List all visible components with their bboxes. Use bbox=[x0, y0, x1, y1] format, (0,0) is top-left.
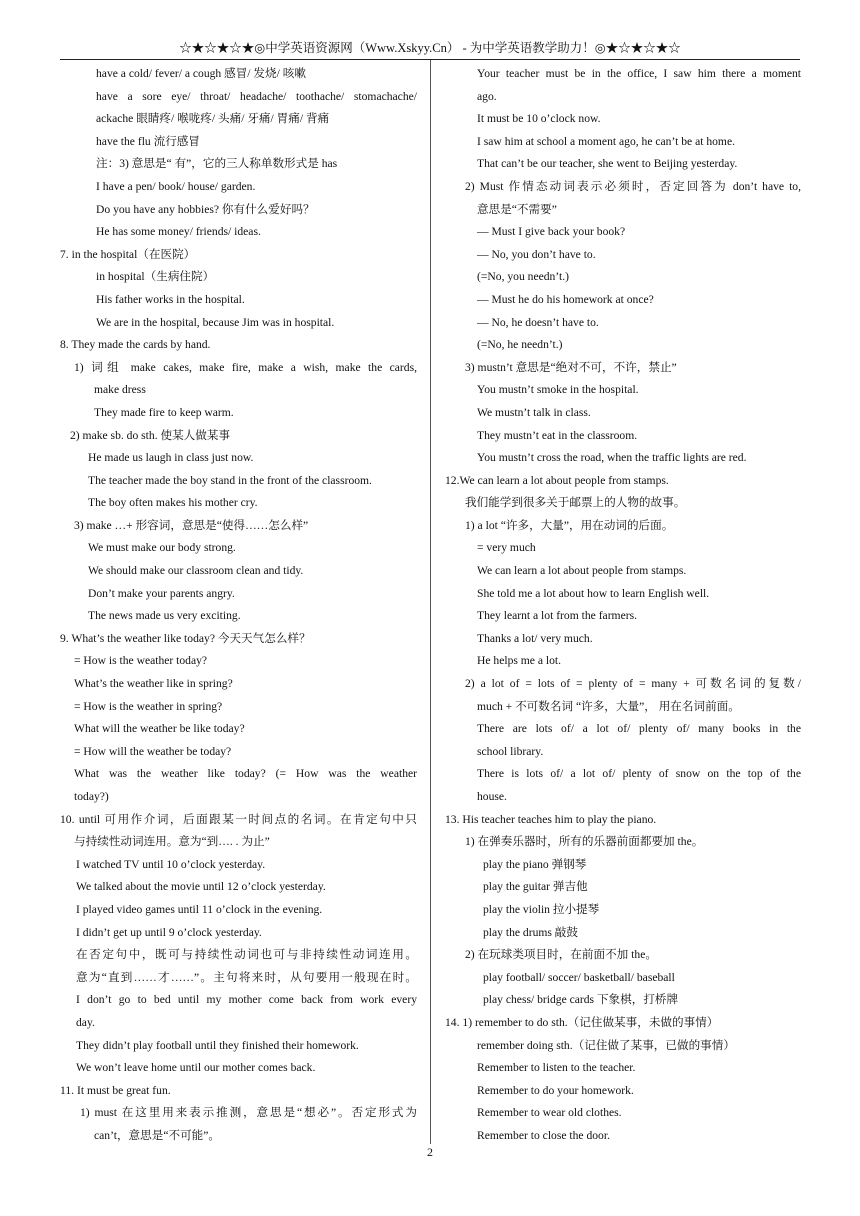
left-column-line: I played video games until 11 o’clock in the evening. bbox=[76, 902, 323, 916]
right-column-line: house. bbox=[477, 790, 507, 803]
left-column-line: The boy often makes his mother cry. bbox=[88, 496, 258, 510]
right-column-line: 意思是“不需要” bbox=[477, 202, 557, 216]
left-column-line: He has some money/ friends/ ideas. bbox=[96, 225, 261, 239]
left-column-line: = How is the weather today? bbox=[74, 654, 208, 668]
right-column-line: play the guitar 弹吉他 bbox=[483, 880, 588, 894]
right-column-line: 我们能学到很多关于邮票上的人物的故事。 bbox=[465, 496, 686, 510]
right-column-line: 1) 在弹奏乐器时，所有的乐器前面都要加 the。 bbox=[465, 835, 704, 849]
left-column-line: today?) bbox=[74, 790, 109, 803]
left-column-line: What will the weather be like today? bbox=[74, 722, 245, 736]
left-column-line: 3) make …+ 形容词，意思是“使得……怎么样” bbox=[74, 518, 309, 532]
left-column-line: 意为“直到……才……”。主句将来时，从句要用一般现在时。 bbox=[76, 970, 417, 984]
right-column-line: He helps me a lot. bbox=[477, 654, 562, 668]
page-header: ☆★☆★☆★◎中学英语资源网（Www.Xskyy.Cn） - 为中学英语教学助力！◎★☆★☆★☆ bbox=[179, 41, 681, 55]
right-column-line: She told me a lot about how to learn English well. bbox=[477, 586, 710, 600]
left-column-line: We won’t leave home until our mother comes back. bbox=[76, 1061, 316, 1075]
left-column-line: make dress bbox=[94, 383, 146, 397]
page-number: 2 bbox=[427, 1145, 433, 1159]
right-column-line: Remember to wear old clothes. bbox=[477, 1106, 622, 1120]
left-column-line: have a sore eye/ throat/ headache/ toothache/ stomachache/ bbox=[96, 89, 417, 103]
left-column-line: 10. until 可用作介词，后面跟某一时间点的名词。在肯定句中只 bbox=[60, 812, 417, 826]
left-column-line: They didn’t play football until they finished their homework. bbox=[76, 1038, 359, 1052]
left-column-line: We talked about the movie until 12 o’clock yesterday. bbox=[76, 880, 326, 894]
left-column-line: 在否定句中，既可与持续性动词也可与非持续性动词连用。 bbox=[76, 948, 417, 962]
right-column-line: They learnt a lot from the farmers. bbox=[477, 609, 637, 623]
right-column-line: (=No, you needn’t.) bbox=[477, 270, 569, 284]
left-column-line: 7. in the hospital（在医院） bbox=[60, 247, 196, 261]
right-column-line: I saw him at school a moment ago, he can’t be at home. bbox=[477, 134, 735, 148]
left-column-line: 2) make sb. do sth. 使某人做某事 bbox=[70, 428, 231, 442]
right-column-line: = very much bbox=[477, 541, 536, 555]
left-column-line: 1) must 在这里用来表示推测，意思是“想必”。否定形式为 bbox=[80, 1106, 417, 1120]
right-column-line: play football/ soccer/ basketball/ baseball bbox=[483, 970, 675, 984]
right-column-line: play the violin 拉小提琴 bbox=[483, 902, 600, 916]
right-column-line: It must be 10 o’clock now. bbox=[477, 112, 601, 126]
left-column-line: 1) 词组 make cakes, make fire, make a wish, make the cards, bbox=[74, 360, 417, 374]
right-column-line: play chess/ bridge cards 下象棋，打桥牌 bbox=[483, 993, 679, 1007]
left-column-line: 11. It must be great fun. bbox=[60, 1083, 171, 1097]
right-column-line: You mustn’t smoke in the hospital. bbox=[477, 383, 639, 397]
left-column-line: = How is the weather in spring? bbox=[74, 699, 223, 713]
right-column-line: ago. bbox=[477, 89, 497, 103]
right-column-line: 2) Must 作情态动词表示必须时，否定回答为 don’t have to, bbox=[465, 179, 801, 193]
left-column-line: I didn’t get up until 9 o’clock yesterday. bbox=[76, 925, 262, 939]
right-column-line: 1) a lot “许多，大量”，用在动词的后面。 bbox=[465, 518, 674, 532]
left-column-line: 注：3) 意思是“ 有”，它的三人称单数形式是 has bbox=[96, 157, 338, 171]
right-column-line: There is lots of/ a lot of/ plenty of snow on the top of the bbox=[477, 767, 801, 781]
left-column-line: in hospital（生病住院） bbox=[96, 270, 215, 284]
right-column-line: 14. 1) remember to do sth.（记住做某事，未做的事情） bbox=[445, 1015, 719, 1029]
left-column-line: What’s the weather like in spring? bbox=[74, 677, 233, 691]
left-column-line: can’t，意思是“不可能”。 bbox=[94, 1128, 221, 1142]
right-column-line: school library. bbox=[477, 744, 544, 758]
left-column-line: Do you have any hobbies? 你有什么爱好吗？ bbox=[96, 202, 315, 216]
left-column-line: 与持续性动词连用。意为“到…. . 为止” bbox=[74, 835, 270, 849]
right-column-line: (=No, he needn’t.) bbox=[477, 338, 563, 352]
left-column-line: = How will the weather be today? bbox=[74, 744, 232, 758]
right-column-line: We mustn’t talk in class. bbox=[477, 405, 591, 419]
left-column-line: ackache 眼睛疼/ 喉咙疼/ 头痛/ 牙痛/ 胃痛/ 背痛 bbox=[96, 112, 330, 126]
right-column-line: play the drums 敲鼓 bbox=[483, 925, 578, 939]
right-column-line: — Must I give back your book? bbox=[477, 225, 626, 239]
right-column-line: There are lots of/ a lot of/ plenty of/ many books in the bbox=[477, 722, 801, 736]
left-column-line: The news made us very exciting. bbox=[88, 609, 241, 623]
right-column-line: 12.We can learn a lot about people from stamps. bbox=[445, 473, 669, 487]
right-column-line: They mustn’t eat in the classroom. bbox=[477, 428, 638, 442]
right-column-line: That can’t be our teacher, she went to Beijing yesterday. bbox=[477, 157, 738, 171]
left-column-line: He made us laugh in class just now. bbox=[88, 451, 254, 465]
right-column-line: — No, he doesn’t have to. bbox=[477, 315, 599, 329]
right-column-line: Remember to do your homework. bbox=[477, 1083, 634, 1097]
right-column-line: — No, you don’t have to. bbox=[477, 247, 596, 261]
left-column-line: I don’t go to bed until my mother come back from work every bbox=[76, 993, 417, 1007]
left-column-line: 9. What’s the weather like today? 今天天气怎么样？ bbox=[60, 631, 311, 645]
right-column-line: — Must he do his homework at once? bbox=[477, 292, 654, 306]
left-column-line: We must make our body strong. bbox=[88, 541, 236, 555]
left-column-line: 8. They made the cards by hand. bbox=[60, 338, 211, 352]
left-column-line: His father works in the hospital. bbox=[96, 292, 245, 306]
right-column-line: 3) mustn’t 意思是“绝对不可，不许，禁止” bbox=[465, 360, 677, 374]
left-column-line: The teacher made the boy stand in the front of the classroom. bbox=[88, 473, 372, 487]
right-column-line: much + 不可数名词 “许多，大量”， 用在名词前面。 bbox=[477, 699, 740, 713]
right-column-line: 2) a lot of = lots of = plenty of = many + 可数名词的复数/ bbox=[465, 677, 801, 691]
right-column bbox=[445, 63, 801, 1148]
left-column-line: We should make our classroom clean and tidy. bbox=[88, 564, 304, 578]
right-column-line: remember doing sth.（记住做了某事，已做的事情） bbox=[477, 1038, 735, 1052]
left-column-line: Don’t make your parents angry. bbox=[88, 586, 235, 600]
left-column-line: have the flu 流行感冒 bbox=[96, 134, 200, 148]
left-column-line: What was the weather like today? (= How was the weather bbox=[74, 767, 417, 781]
left-column-line: have a cold/ fever/ a cough 感冒/ 发烧/ 咳嗽 bbox=[96, 67, 306, 80]
left-column-line: day. bbox=[76, 1015, 95, 1029]
right-column-line: We can learn a lot about people from stamps. bbox=[477, 564, 687, 578]
right-column-line: 2) 在玩球类项目时，在前面不加 the。 bbox=[465, 948, 657, 962]
left-column bbox=[60, 63, 417, 1148]
right-column-line: play the piano 弹钢琴 bbox=[483, 857, 587, 871]
left-column-line: We are in the hospital, because Jim was in hospital. bbox=[96, 315, 335, 329]
right-column-line: Remember to listen to the teacher. bbox=[477, 1061, 636, 1075]
right-column-line: Thanks a lot/ very much. bbox=[477, 631, 593, 645]
left-column-line: They made fire to keep warm. bbox=[94, 405, 234, 419]
right-column-line: 13. His teacher teaches him to play the piano. bbox=[445, 812, 657, 826]
right-column-line: Your teacher must be in the office, I saw him there a moment bbox=[477, 67, 801, 80]
left-column-line: I have a pen/ book/ house/ garden. bbox=[96, 179, 256, 193]
column-divider bbox=[430, 60, 431, 1144]
left-column-line: I watched TV until 10 o’clock yesterday. bbox=[76, 857, 266, 871]
right-column-line: Remember to close the door. bbox=[477, 1128, 610, 1142]
right-column-line: You mustn’t cross the road, when the traffic lights are red. bbox=[477, 451, 747, 465]
